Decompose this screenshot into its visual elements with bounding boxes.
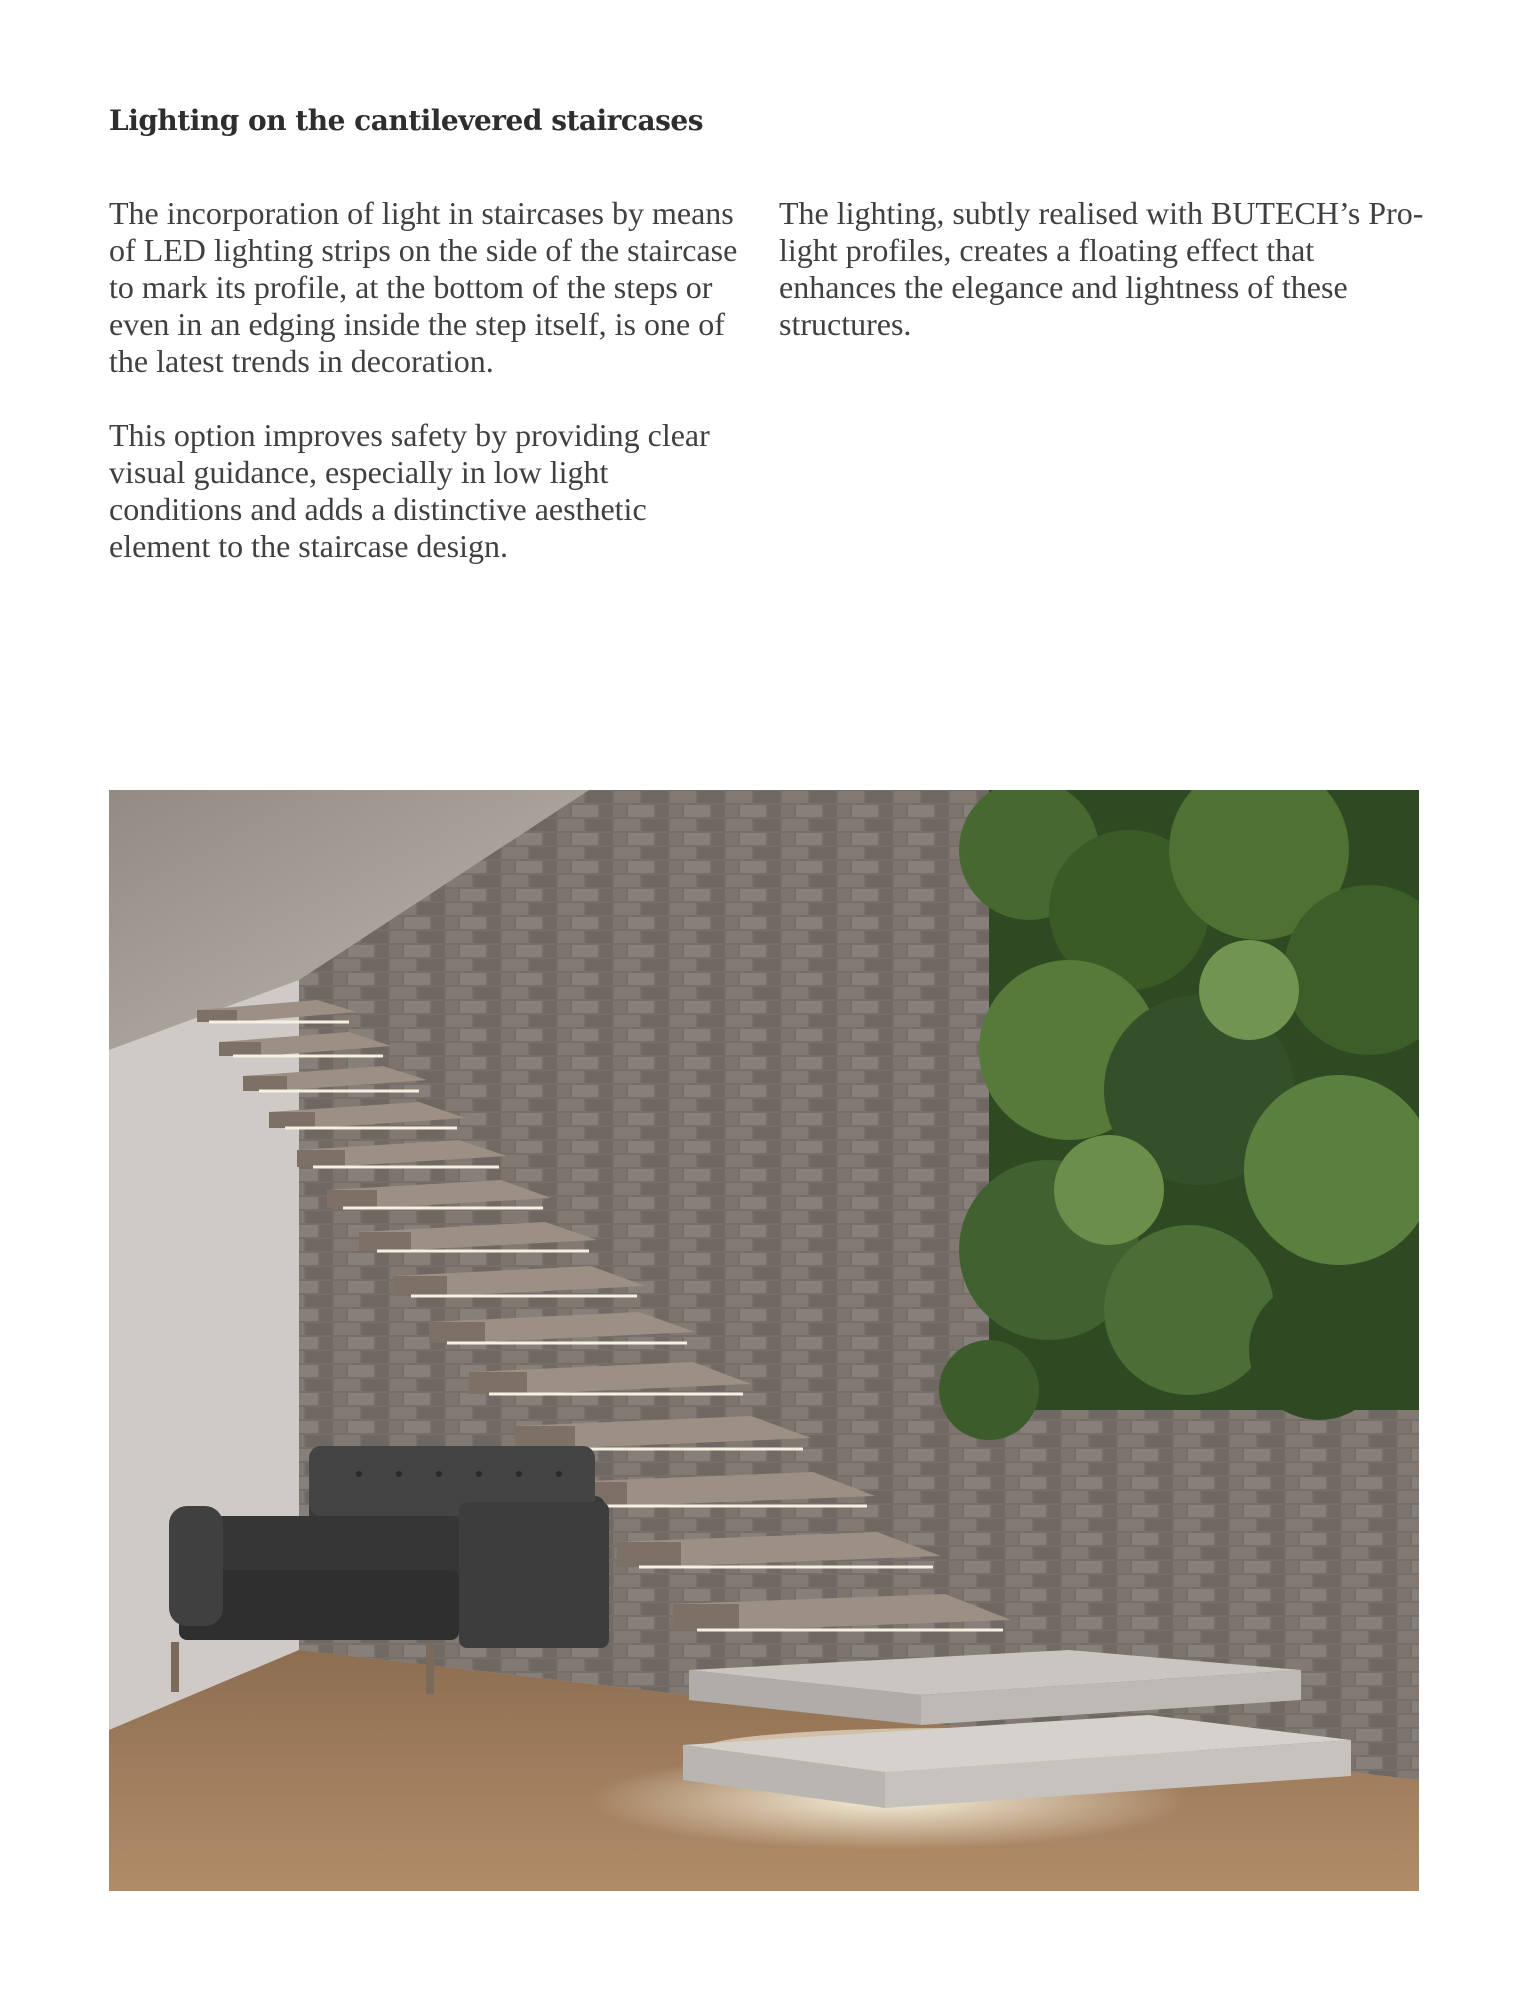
page-heading: Lighting on the cantilevered staircases xyxy=(109,104,703,137)
left-column xyxy=(109,195,749,602)
vertical-garden xyxy=(939,790,1419,1440)
staircase-photo xyxy=(109,790,1419,1891)
right-paragraph-1: The lighting, subtly realised with BUTECH’s Pro-light profiles, creates a floating effect that enhances the elegance and lightness of these structures. xyxy=(779,195,1424,342)
staircase-illustration xyxy=(109,790,1419,1891)
left-paragraph-2: This option improves safety by providing clear visual guidance, especially in low light conditions and adds a distinctive aesthetic element to the staircase design. xyxy=(109,417,710,564)
left-paragraph-1: The incorporation of light in staircases by means of LED lighting strips on the side of the staircase to mark its profile, at the bottom of the steps or even in an edging inside the step itself, is one of the latest trends in decoration. xyxy=(109,195,738,379)
right-column xyxy=(779,195,1429,380)
